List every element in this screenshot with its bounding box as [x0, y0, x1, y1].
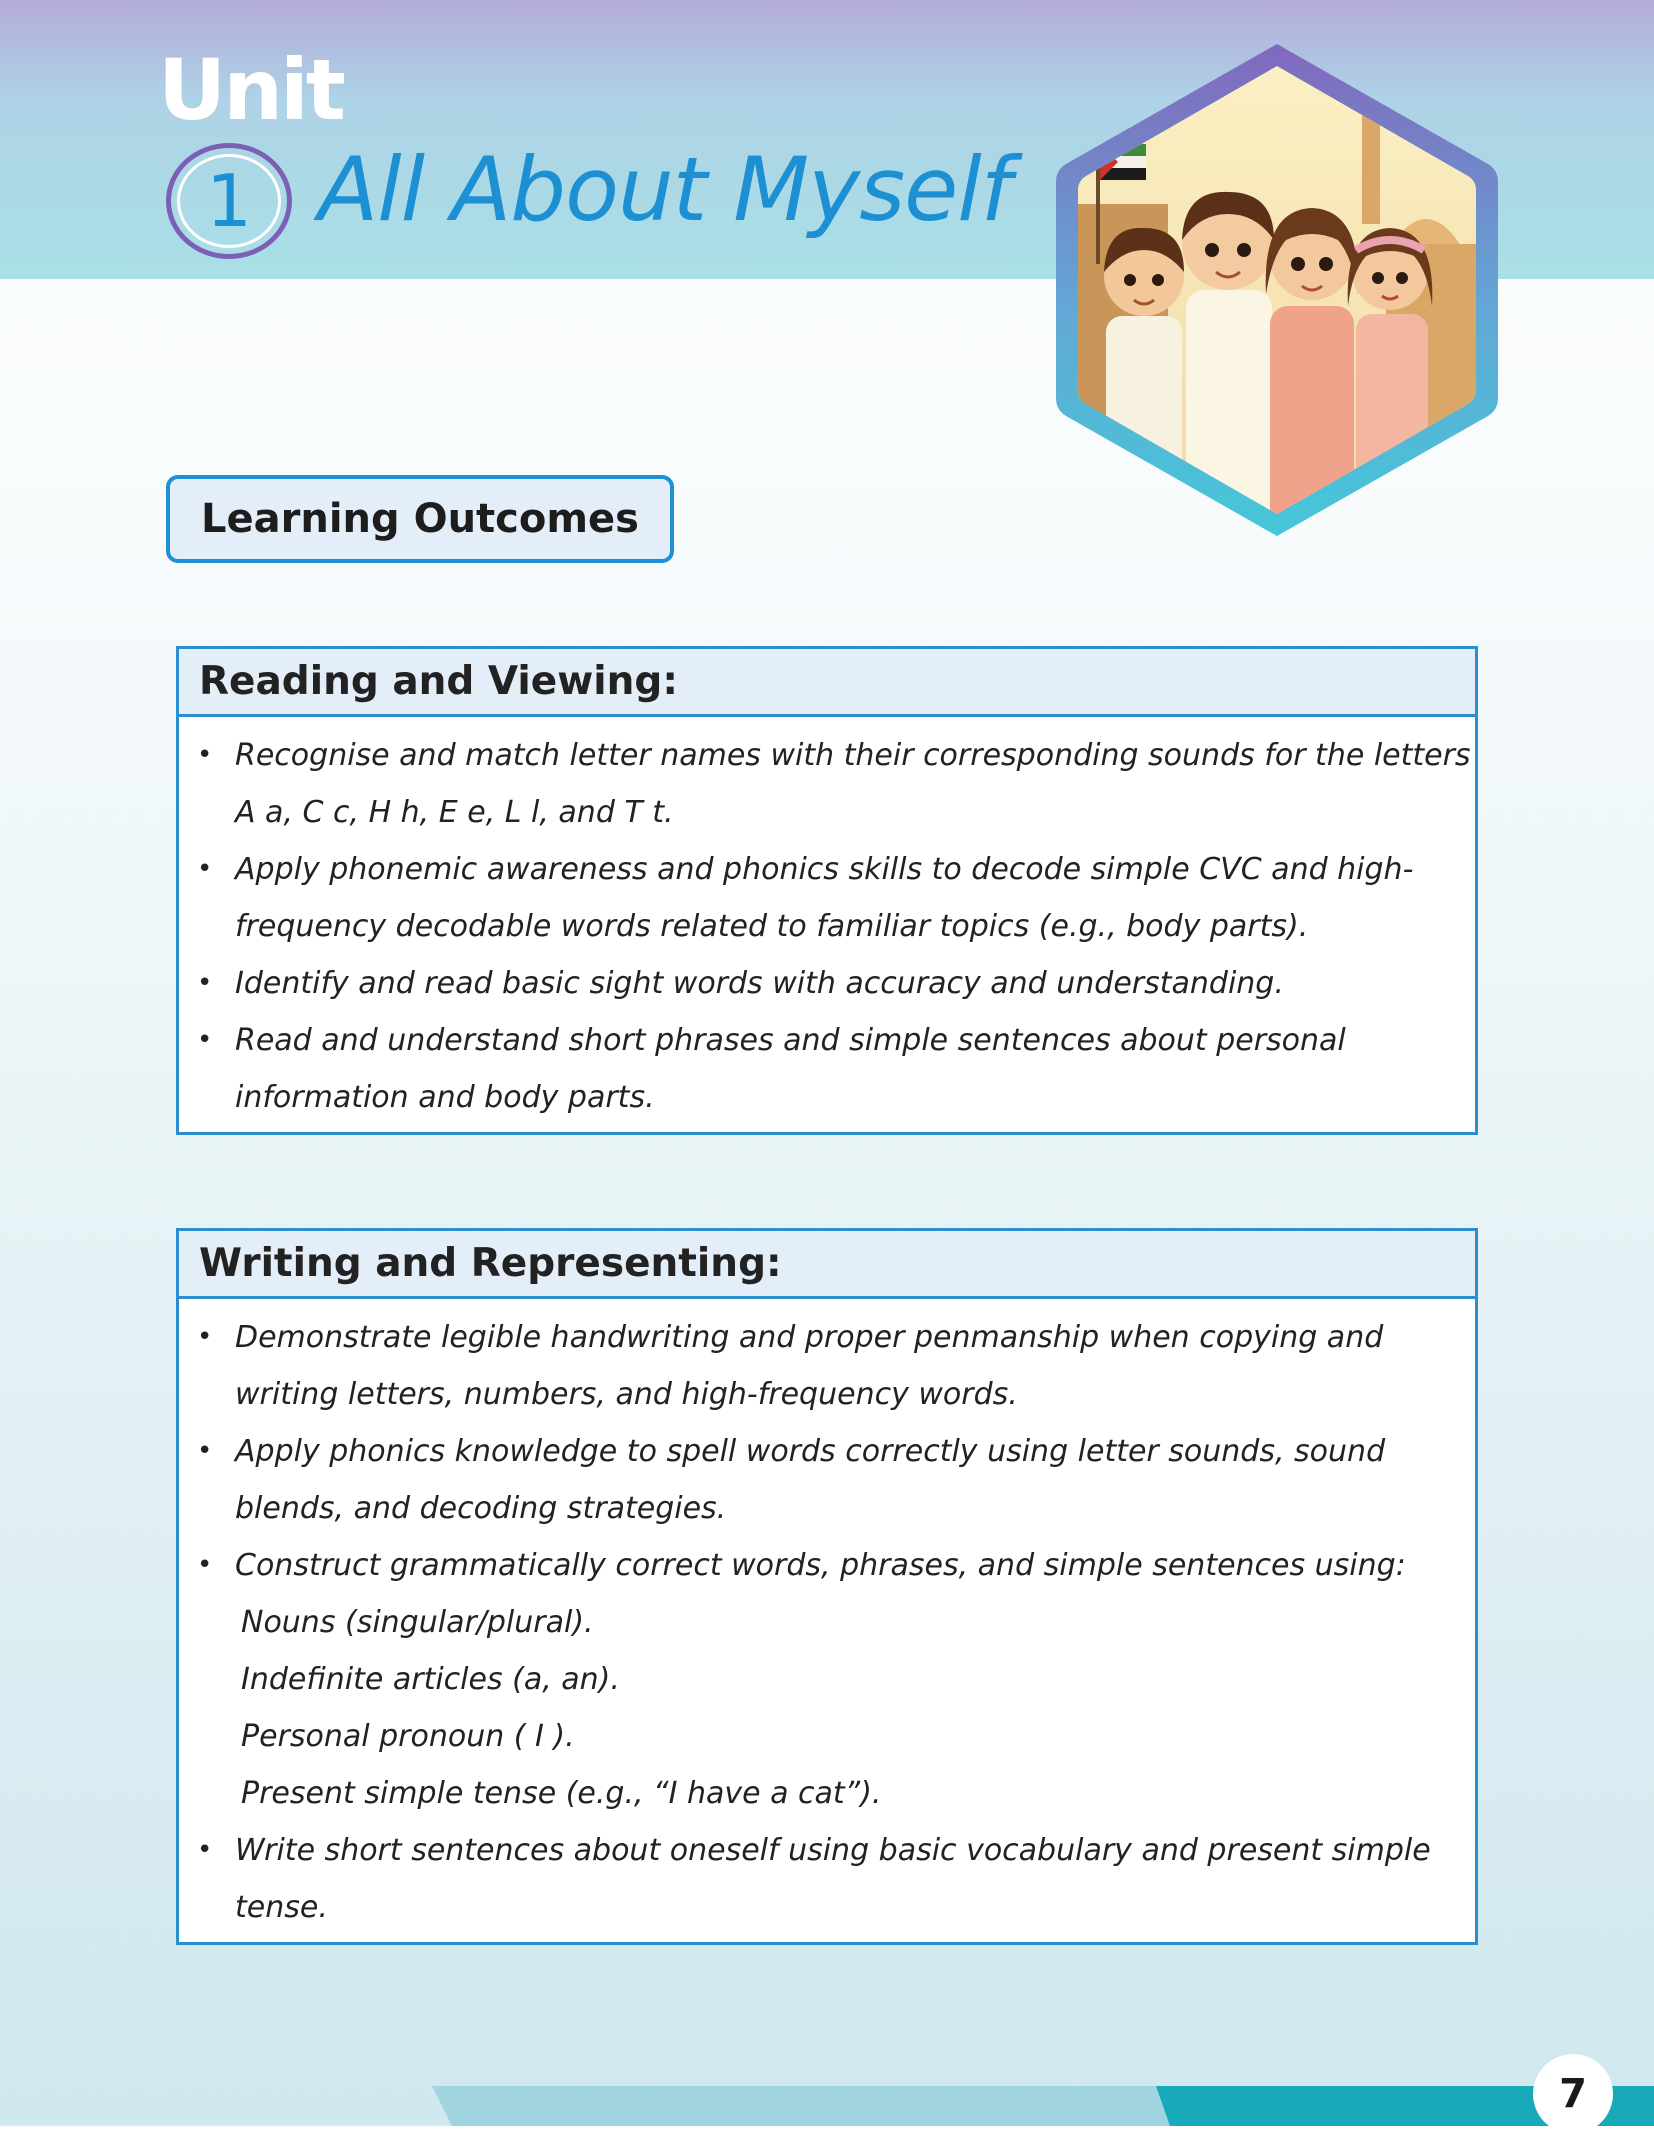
- outcome-list: [179, 717, 1475, 1132]
- item-line: Construct grammatically correct words, phrases, and simple sentences using:: [235, 1548, 1406, 1583]
- item-line: Identify and read basic sight words with accuracy and understanding.: [235, 966, 1284, 1001]
- unit-title: All About Myself: [318, 138, 1011, 241]
- bullet: •: [197, 1322, 213, 1352]
- item-line: Apply phonemic awareness and phonics skills to decode simple CVC and high-: [235, 852, 1414, 887]
- item-line: Read and understand short phrases and simple sentences about personal: [235, 1023, 1346, 1058]
- section-writing-representing: [176, 1228, 1478, 1945]
- section-header: [179, 1231, 1475, 1299]
- item-line: Write short sentences about oneself using basic vocabulary and present simple: [235, 1833, 1431, 1868]
- bullet: •: [197, 1550, 213, 1580]
- item-line: A a, C c, H h, E e, L l, and T t.: [235, 795, 674, 830]
- item-line: information and body parts.: [235, 1080, 655, 1115]
- list-item: [179, 1822, 1475, 1936]
- item-line: Recognise and match letter names with their corresponding sounds for the letters: [235, 738, 1471, 773]
- bullet: •: [197, 740, 213, 770]
- item-line: frequency decodable words related to familiar topics (e.g., body parts).: [235, 909, 1309, 944]
- list-item: [179, 1423, 1475, 1537]
- list-item: [179, 1309, 1475, 1423]
- outcome-list: [179, 1299, 1475, 1942]
- learning-outcomes-badge: [166, 475, 674, 563]
- sub-item: Indefinite articles (a, an).: [241, 1662, 620, 1697]
- section-title: Writing and Representing:: [199, 1241, 782, 1286]
- bullet: •: [197, 1025, 213, 1055]
- unit-number-badge: [166, 143, 292, 259]
- bullet: •: [197, 1835, 213, 1865]
- bullet: •: [197, 968, 213, 998]
- bullet: •: [197, 1436, 213, 1466]
- section-title: Reading and Viewing:: [199, 659, 678, 704]
- unit-number: 1: [206, 159, 252, 243]
- children-illustration: [1056, 44, 1498, 536]
- list-item: [179, 841, 1475, 955]
- section-header: [179, 649, 1475, 717]
- item-line: writing letters, numbers, and high-frequency words.: [235, 1377, 1018, 1412]
- item-line: tense.: [235, 1890, 328, 1925]
- unit-label: Unit: [158, 41, 343, 139]
- list-item: [179, 955, 1475, 1012]
- section-reading-viewing: [176, 646, 1478, 1135]
- page-number: 7: [1533, 2054, 1613, 2134]
- bullet: •: [197, 854, 213, 884]
- learning-outcomes-title: Learning Outcomes: [201, 496, 639, 542]
- sub-item: Nouns (singular/plural).: [241, 1605, 594, 1640]
- list-item: [179, 1012, 1475, 1126]
- sub-item: Personal pronoun ( I ).: [241, 1719, 575, 1754]
- list-item: [179, 1537, 1475, 1822]
- sub-item: Present simple tense (e.g., “I have a cat”).: [241, 1776, 882, 1811]
- item-line: blends, and decoding strategies.: [235, 1491, 727, 1526]
- item-line: Demonstrate legible handwriting and proper penmanship when copying and: [235, 1320, 1384, 1355]
- item-line: Apply phonics knowledge to spell words correctly using letter sounds, sound: [235, 1434, 1386, 1469]
- list-item: [179, 727, 1475, 841]
